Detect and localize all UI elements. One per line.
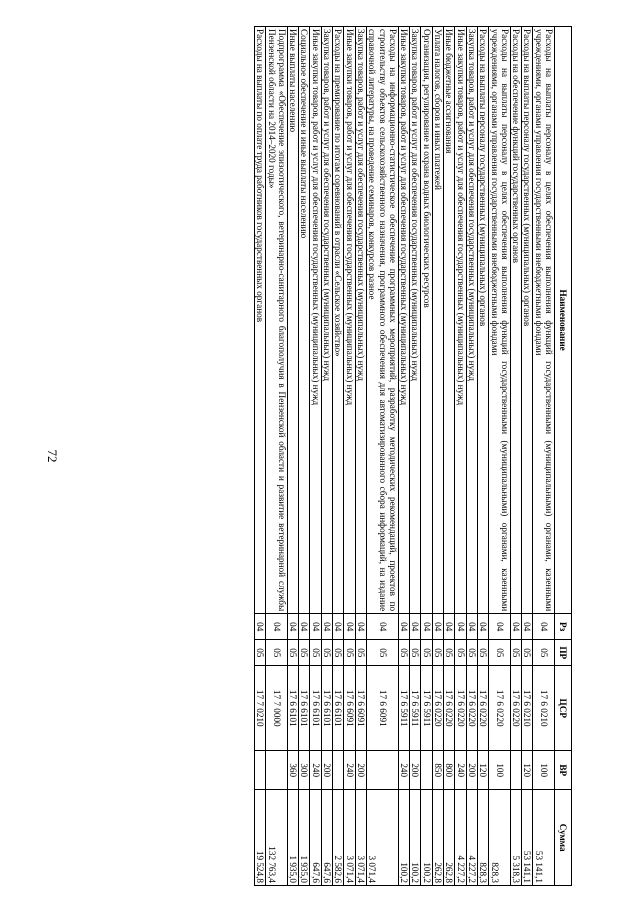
row-vr bbox=[421, 751, 432, 790]
row-rz: 04 bbox=[510, 614, 521, 640]
row-csr: 17 6 0210 bbox=[522, 666, 533, 751]
table-row bbox=[299, 27, 310, 886]
row-sum: 2 582,6 bbox=[333, 790, 344, 886]
row-pr: 05 bbox=[321, 640, 332, 666]
row-sum: 100,2 bbox=[421, 790, 432, 886]
row-name: Закупка товаров, работ и услуг для обеспечения государственных (муниципальных) нужд bbox=[355, 27, 366, 614]
row-pr: 05 bbox=[344, 640, 355, 666]
col-header-vr: ВР bbox=[555, 751, 572, 790]
row-rz: 04 bbox=[299, 614, 310, 640]
row-vr: 240 bbox=[310, 751, 321, 790]
row-sum: 3 071,4 bbox=[366, 790, 398, 886]
row-csr: 17 7 0000 bbox=[266, 666, 288, 751]
row-vr: 200 bbox=[355, 751, 366, 790]
row-sum: 828,3 bbox=[489, 790, 511, 886]
row-vr: 120 bbox=[522, 751, 533, 790]
row-rz: 04 bbox=[355, 614, 366, 640]
row-vr: 100 bbox=[489, 751, 511, 790]
row-csr: 17 6 6101 bbox=[333, 666, 344, 751]
table-row bbox=[366, 27, 398, 886]
row-sum: 100,2 bbox=[410, 790, 421, 886]
row-name: Иные выплаты населению bbox=[287, 27, 298, 614]
table-row bbox=[410, 27, 421, 886]
row-sum: 5 318,3 bbox=[510, 790, 521, 886]
row-pr: 05 bbox=[455, 640, 466, 666]
table-row bbox=[533, 27, 555, 886]
row-sum: 19 524,8 bbox=[254, 790, 265, 886]
row-pr: 05 bbox=[287, 640, 298, 666]
row-name: Организация, регулирование и охрана водных биологических ресурсов bbox=[421, 27, 432, 614]
page-number: 72 bbox=[45, 449, 60, 463]
row-pr: 05 bbox=[477, 640, 488, 666]
row-pr: 05 bbox=[254, 640, 265, 666]
row-vr: 800 bbox=[444, 751, 455, 790]
row-vr: 300 bbox=[299, 751, 310, 790]
row-csr: 17 6 0210 bbox=[533, 666, 555, 751]
row-csr: 17 6 5911 bbox=[421, 666, 432, 751]
row-vr: 200 bbox=[466, 751, 477, 790]
col-header-rz: Рз bbox=[555, 614, 572, 640]
row-rz: 04 bbox=[254, 614, 265, 640]
row-vr: 240 bbox=[455, 751, 466, 790]
row-vr bbox=[510, 751, 521, 790]
row-name: Социальное обеспечение и иные выплаты населению bbox=[299, 27, 310, 614]
budget-table-sheet bbox=[92, 26, 572, 886]
row-rz: 04 bbox=[287, 614, 298, 640]
row-rz: 04 bbox=[444, 614, 455, 640]
row-pr: 05 bbox=[310, 640, 321, 666]
row-csr: 17 6 6091 bbox=[366, 666, 398, 751]
row-name: Расходы на выплаты персоналу в целях обеспечения выполнения функций государственными (муниципальными) органами, казенными учреждениями, органами управления государственными внебюджетными фондами bbox=[533, 27, 555, 614]
row-pr: 05 bbox=[466, 640, 477, 666]
row-rz: 04 bbox=[432, 614, 443, 640]
row-csr: 17 6 0220 bbox=[455, 666, 466, 751]
row-rz: 04 bbox=[489, 614, 511, 640]
row-rz: 04 bbox=[366, 614, 398, 640]
table-row bbox=[477, 27, 488, 886]
row-sum: 53 141,1 bbox=[522, 790, 533, 886]
row-sum: 4 227,2 bbox=[455, 790, 466, 886]
row-name: Закупка товаров, работ и услуг для обеспечения государственных (муниципальных) нужд bbox=[466, 27, 477, 614]
row-rz: 04 bbox=[310, 614, 321, 640]
row-csr: 17 6 6101 bbox=[310, 666, 321, 751]
row-vr bbox=[254, 751, 265, 790]
row-pr: 05 bbox=[366, 640, 398, 666]
row-vr: 240 bbox=[398, 751, 409, 790]
row-pr: 05 bbox=[489, 640, 511, 666]
row-pr: 05 bbox=[333, 640, 344, 666]
col-header-name: Наименование bbox=[555, 27, 572, 614]
row-rz: 04 bbox=[333, 614, 344, 640]
col-header-sum: Сумма bbox=[555, 790, 572, 886]
row-sum: 828,3 bbox=[477, 790, 488, 886]
row-csr: 17 6 0220 bbox=[466, 666, 477, 751]
table-row bbox=[254, 27, 265, 886]
row-pr: 05 bbox=[410, 640, 421, 666]
row-name: Расходы на выплаты персоналу в целях обеспечения выполнения функций государственными (муниципальными) органами, казенными учреждениями, органами управления государственными внебюджетными фондами bbox=[489, 27, 511, 614]
row-name: Иные закупки товаров, работ и услуг для обеспечения государственных (муниципальных) нужд bbox=[398, 27, 409, 614]
row-pr: 05 bbox=[398, 640, 409, 666]
row-sum: 100,2 bbox=[398, 790, 409, 886]
row-vr: 850 bbox=[432, 751, 443, 790]
row-vr: 200 bbox=[321, 751, 332, 790]
table-row bbox=[444, 27, 455, 886]
row-vr: 120 bbox=[477, 751, 488, 790]
row-name: Подпрограмма «Обеспечение эпизоотического, ветеринарно-санитарного благополучия в Пензенской области и развитие ветеринарной службы Пензенской области на 2014–2020 годы» bbox=[266, 27, 288, 614]
row-name: Расходы на обеспечение функций государственных органов bbox=[510, 27, 521, 614]
row-pr: 05 bbox=[299, 640, 310, 666]
row-rz: 04 bbox=[398, 614, 409, 640]
row-vr bbox=[266, 751, 288, 790]
row-sum: 4 227,2 bbox=[466, 790, 477, 886]
row-pr: 05 bbox=[533, 640, 555, 666]
row-pr: 05 bbox=[432, 640, 443, 666]
row-sum: 262,8 bbox=[444, 790, 455, 886]
table-row bbox=[266, 27, 288, 886]
table-row bbox=[344, 27, 355, 886]
row-sum: 132 763,4 bbox=[266, 790, 288, 886]
table-row bbox=[321, 27, 332, 886]
table-row bbox=[333, 27, 344, 886]
row-name: Иные бюджетные ассигнования bbox=[444, 27, 455, 614]
row-csr: 17 6 6101 bbox=[299, 666, 310, 751]
row-csr: 17 6 0220 bbox=[510, 666, 521, 751]
row-sum: 1 935,0 bbox=[287, 790, 298, 886]
row-pr: 05 bbox=[355, 640, 366, 666]
row-rz: 04 bbox=[522, 614, 533, 640]
table-row bbox=[522, 27, 533, 886]
row-csr: 17 6 5911 bbox=[398, 666, 409, 751]
row-rz: 04 bbox=[321, 614, 332, 640]
table-row bbox=[455, 27, 466, 886]
row-name: Расходы на информационно-статистическое обеспечение программных мероприятий, разработку методических рекомендаций, проектов по строительству объектов сельскохозяйственного назначения, программного обеспечения для автоматизированного сбора информаций, на издание справочной литературы, на проведение семинаров, конкурсов разное bbox=[366, 27, 398, 614]
col-header-pr: ПР bbox=[555, 640, 572, 666]
row-vr: 100 bbox=[533, 751, 555, 790]
row-sum: 53 141,1 bbox=[533, 790, 555, 886]
row-rz: 04 bbox=[533, 614, 555, 640]
row-name: Иные закупки товаров, работ и услуг для обеспечения государственных (муниципальных) нужд bbox=[344, 27, 355, 614]
row-name: Уплата налогов, сборов и иных платежей bbox=[432, 27, 443, 614]
table-row bbox=[489, 27, 511, 886]
row-sum: 647,6 bbox=[310, 790, 321, 886]
table-row bbox=[510, 27, 521, 886]
row-csr: 17 6 6091 bbox=[355, 666, 366, 751]
table-header-row bbox=[555, 27, 572, 886]
row-sum: 647,6 bbox=[321, 790, 332, 886]
row-name: Расходы на выплаты персоналу государственных (муниципальных) органов bbox=[477, 27, 488, 614]
row-pr: 05 bbox=[421, 640, 432, 666]
row-sum: 262,8 bbox=[432, 790, 443, 886]
row-rz: 04 bbox=[344, 614, 355, 640]
row-pr: 05 bbox=[510, 640, 521, 666]
row-name: Закупка товаров, работ и услуг для обеспечения государственных (муниципальных) нужд bbox=[321, 27, 332, 614]
row-name: Закупка товаров, работ и услуг для обеспечения государственных (муниципальных) нужд bbox=[410, 27, 421, 614]
row-rz: 04 bbox=[421, 614, 432, 640]
row-vr: 360 bbox=[287, 751, 298, 790]
row-csr: 17 6 6101 bbox=[287, 666, 298, 751]
table-row bbox=[398, 27, 409, 886]
row-rz: 04 bbox=[266, 614, 288, 640]
table-row bbox=[310, 27, 321, 886]
row-sum: 3 071,4 bbox=[344, 790, 355, 886]
row-csr: 17 6 0220 bbox=[444, 666, 455, 751]
row-csr: 17 6 6091 bbox=[344, 666, 355, 751]
table-row bbox=[287, 27, 298, 886]
row-csr: 17 6 5911 bbox=[410, 666, 421, 751]
budget-table bbox=[254, 26, 572, 886]
row-name: Иные закупки товаров, работ и услуг для обеспечения государственных (муниципальных) нужд bbox=[310, 27, 321, 614]
row-csr: 17 6 0220 bbox=[489, 666, 511, 751]
row-vr bbox=[333, 751, 344, 790]
row-sum: 1 935,0 bbox=[299, 790, 310, 886]
row-pr: 05 bbox=[522, 640, 533, 666]
row-pr: 05 bbox=[444, 640, 455, 666]
col-header-csr: ЦСР bbox=[555, 666, 572, 751]
row-csr: 17 7 0210 bbox=[254, 666, 265, 751]
row-rz: 04 bbox=[410, 614, 421, 640]
table-row bbox=[432, 27, 443, 886]
row-rz: 04 bbox=[466, 614, 477, 640]
row-vr: 240 bbox=[344, 751, 355, 790]
row-vr bbox=[366, 751, 398, 790]
row-name: Расходы на выплаты персоналу государственных (муниципальных) органов bbox=[522, 27, 533, 614]
row-pr: 05 bbox=[266, 640, 288, 666]
row-csr: 17 6 6101 bbox=[321, 666, 332, 751]
row-name: Иные закупки товаров, работ и услуг для обеспечения государственных (муниципальных) нужд bbox=[455, 27, 466, 614]
row-csr: 17 6 0220 bbox=[477, 666, 488, 751]
table-row bbox=[355, 27, 366, 886]
table-row bbox=[421, 27, 432, 886]
row-vr: 200 bbox=[410, 751, 421, 790]
row-rz: 04 bbox=[455, 614, 466, 640]
row-rz: 04 bbox=[477, 614, 488, 640]
row-csr: 17 6 0220 bbox=[432, 666, 443, 751]
row-name: Расходы на выплаты по оплате труда работников государственных органов bbox=[254, 27, 265, 614]
table-row bbox=[466, 27, 477, 886]
row-name: Расходы на премирование по итогам соревнований в отрасли «Сельское хозяйство» bbox=[333, 27, 344, 614]
row-sum: 3 071,4 bbox=[355, 790, 366, 886]
